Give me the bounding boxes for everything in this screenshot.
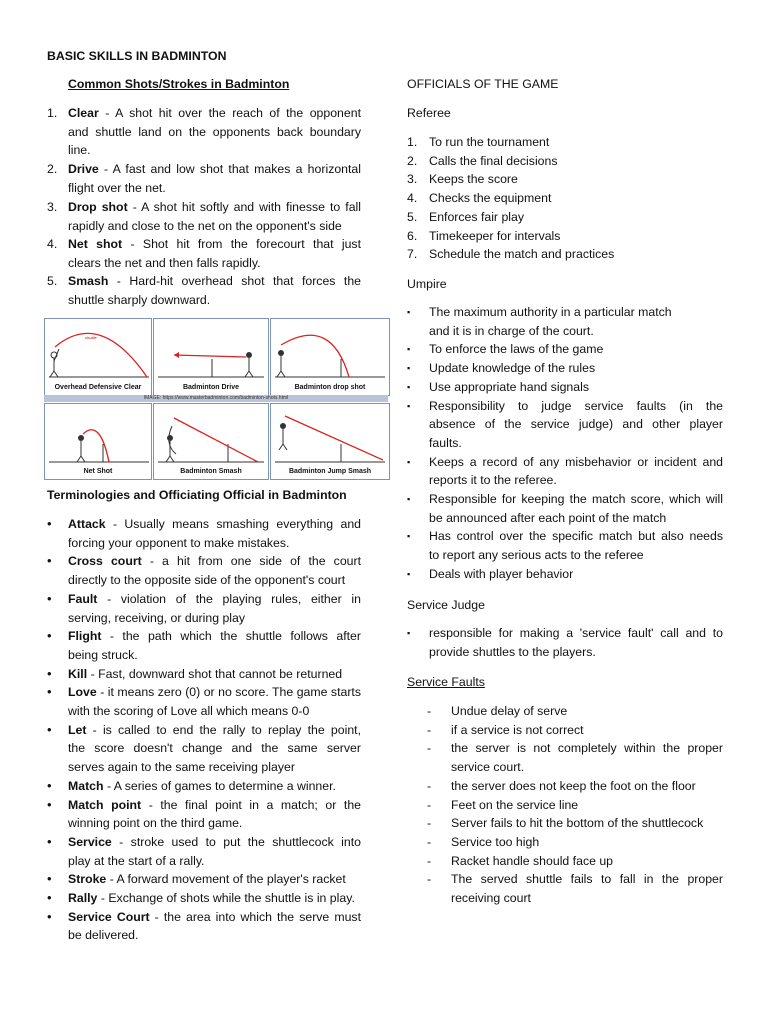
- list-number: 5.: [47, 274, 58, 288]
- umpire-item: [407, 490, 723, 527]
- service-faults-heading: Service Faults: [407, 675, 485, 689]
- term-line: [68, 552, 361, 571]
- term-line: [68, 590, 361, 609]
- officials-heading: OFFICIALS OF THE GAME: [407, 77, 559, 91]
- umpire-item: [407, 340, 723, 359]
- term-line: be delivered.: [68, 928, 139, 943]
- square-bullet-icon: ▪: [407, 628, 411, 638]
- term-name: Rally: [68, 891, 98, 906]
- referee-text: Keeps the score: [429, 172, 518, 187]
- umpire-item: [407, 359, 723, 378]
- panel-drive: [153, 318, 269, 396]
- fault-line: receiving court: [451, 891, 531, 906]
- fault-body: [451, 702, 723, 721]
- term-line: winning point on the third game.: [68, 816, 243, 831]
- list-number: 1.: [47, 106, 58, 120]
- shot-desc-line: - A fast and low shot that makes a horizontal: [104, 162, 362, 176]
- referee-text: Calls the final decisions: [429, 153, 558, 168]
- shot-item-clear: [47, 104, 361, 160]
- shot-term: Net shot: [68, 237, 123, 251]
- service-judge-item: [407, 624, 723, 661]
- panel-label: Badminton Jump Smash: [288, 468, 372, 475]
- bullet-dot-icon: •: [47, 796, 52, 812]
- term-item: [47, 515, 361, 552]
- term-line: [68, 833, 361, 852]
- term-name: Service Court: [68, 909, 150, 924]
- fault-body: [451, 833, 723, 852]
- term-definition: - A series of games to determine a winner.: [106, 778, 336, 793]
- term-definition: - Usually means smashing everything and: [112, 517, 361, 531]
- shot-item-drop-shot: [47, 198, 361, 235]
- term-item: [47, 590, 361, 627]
- shot-desc-line: clears the net and then falls rapidly.: [68, 255, 261, 270]
- term-line: being struck.: [68, 647, 138, 662]
- term-name: Service: [68, 834, 112, 849]
- term-line: the score doesn't change and the same server: [68, 741, 361, 756]
- umpire-item: [407, 565, 723, 584]
- umpire-line: faults.: [429, 435, 462, 450]
- service-faults-list: [427, 702, 723, 908]
- shot-term: Drop shot: [68, 200, 128, 214]
- referee-text: To run the tournament: [429, 135, 550, 149]
- panel-label: Badminton Drive: [182, 384, 239, 391]
- list-number: 1.: [407, 135, 418, 149]
- shot-item-smash: [47, 272, 361, 309]
- term-line: with the scoring of Love all which means 0-0: [68, 704, 310, 719]
- service-judge-line: responsible for making a 'service fault' call and to: [429, 626, 723, 640]
- panel-label: Net Shot: [83, 468, 113, 475]
- term-body: [68, 665, 361, 684]
- square-bullet-icon: ▪: [407, 568, 411, 579]
- term-name: Love: [68, 685, 97, 700]
- term-item: [47, 665, 361, 684]
- term-definition: - Exchange of shots while the shuttle is in play.: [100, 891, 355, 906]
- shot-item-drive: [47, 160, 361, 197]
- umpire-list: [407, 303, 723, 584]
- shot-desc-line: line.: [68, 143, 91, 158]
- term-line: forcing your opponent to make mistakes.: [68, 535, 290, 550]
- square-bullet-icon: ▪: [407, 344, 411, 355]
- bullet-dot-icon: •: [47, 516, 52, 531]
- fault-line: The served shuttle fails to fall in the proper: [451, 872, 723, 887]
- umpire-line: To enforce the laws of the game: [429, 342, 604, 357]
- referee-item: [407, 189, 727, 208]
- referee-item: [407, 152, 727, 171]
- umpire-body: [429, 527, 723, 564]
- shot-desc-line: rapidly and close to the net on the opponent's side: [68, 218, 342, 233]
- umpire-line: be announced after each point of the match: [429, 510, 667, 525]
- term-definition: - is called to end the rally to replay the point,: [92, 722, 362, 737]
- shot-term: Drive: [68, 162, 99, 176]
- list-number: 4.: [407, 191, 418, 206]
- panel-label: Overhead Defensive Clear: [54, 384, 142, 391]
- list-number: 7.: [407, 247, 418, 262]
- panel-overhead-clear: [44, 318, 152, 396]
- term-body: [68, 552, 361, 589]
- term-line: [68, 908, 361, 927]
- referee-text: Checks the equipment: [429, 191, 552, 206]
- term-body: [68, 683, 361, 720]
- bullet-dot-icon: •: [47, 628, 52, 644]
- shots-heading: Common Shots/Strokes in Badminton: [68, 77, 290, 91]
- term-definition: - A forward movement of the player's racket: [109, 872, 346, 887]
- umpire-line: Responsibility to judge service faults (in the: [429, 398, 723, 413]
- fault-item: [427, 833, 723, 852]
- fault-item: [427, 721, 723, 740]
- bullet-dot-icon: •: [47, 590, 52, 606]
- referee-text: Schedule the match and practices: [429, 247, 615, 262]
- fault-item: [427, 777, 723, 796]
- term-line: [68, 870, 361, 889]
- term-definition: - stroke used to put the shuttlecock into: [119, 834, 361, 849]
- panel-drop-shot: [270, 318, 390, 396]
- fault-item: [427, 870, 723, 907]
- term-item: [47, 777, 361, 796]
- service-judge-heading: Service Judge: [407, 598, 485, 612]
- term-line: serves again to the same receiving player: [68, 760, 295, 775]
- term-item: [47, 627, 361, 664]
- umpire-heading: Umpire: [407, 277, 447, 291]
- term-line: [68, 683, 361, 702]
- document-title: BASIC SKILLS IN BADMINTON: [47, 49, 227, 63]
- fault-body: [451, 852, 723, 871]
- term-body: [68, 870, 361, 889]
- umpire-item: [407, 453, 723, 490]
- term-line: [68, 627, 361, 646]
- dash-bullet-icon: -: [427, 816, 432, 831]
- panel-net-shot: [44, 403, 152, 480]
- term-item: [47, 870, 361, 889]
- referee-text: Enforces fair play: [429, 209, 525, 224]
- list-number: 2.: [407, 153, 418, 168]
- umpire-body: [429, 397, 723, 453]
- terms-list: [47, 515, 361, 945]
- panel-smash: [153, 403, 269, 480]
- term-line: [68, 665, 361, 684]
- term-line: serving, receiving, or during play: [68, 610, 246, 625]
- panel-label: Badminton Smash: [180, 468, 242, 475]
- term-body: [68, 833, 361, 870]
- term-name: Match point: [68, 797, 142, 812]
- term-body: [68, 777, 361, 796]
- umpire-item: [407, 527, 723, 564]
- fault-item: [427, 702, 723, 721]
- term-item: [47, 683, 361, 720]
- shot-desc-line: and shuttle land on the opponents back boundary: [68, 124, 361, 139]
- fault-line: service court.: [451, 760, 525, 775]
- shot-desc-line: - A shot hit softly and with finesse to fall: [132, 200, 361, 214]
- term-body: [68, 515, 361, 552]
- square-bullet-icon: ▪: [407, 363, 411, 374]
- fault-line: Service too high: [451, 834, 540, 849]
- bullet-dot-icon: •: [47, 871, 52, 887]
- term-definition: - it means zero (0) or no score. The game starts: [100, 685, 361, 700]
- term-name: Fault: [68, 591, 98, 606]
- umpire-body: [429, 303, 723, 340]
- term-line: [68, 889, 361, 908]
- square-bullet-icon: ▪: [407, 381, 411, 392]
- fault-line: if a service is not correct: [451, 722, 584, 737]
- referee-item: [407, 208, 727, 227]
- term-body: [68, 796, 361, 833]
- umpire-line: Has control over the specific match but also needs: [429, 529, 723, 544]
- fault-item: [427, 852, 723, 871]
- fault-line: the server is not completely within the proper: [451, 741, 723, 756]
- referee-item: [407, 133, 727, 152]
- term-body: [68, 721, 361, 777]
- square-bullet-icon: ▪: [407, 307, 411, 317]
- panel-jump-smash: [270, 403, 390, 480]
- fault-body: [451, 814, 723, 833]
- fault-line: the server does not keep the foot on the floor: [451, 778, 696, 793]
- shot-item-net-shot: [47, 235, 361, 272]
- term-name: Stroke: [68, 872, 107, 887]
- term-item: [47, 908, 361, 945]
- referee-item: [407, 245, 727, 264]
- term-definition: - the final point in a match; or the: [148, 797, 361, 812]
- umpire-line: Responsible for keeping the match score, which will: [429, 492, 723, 507]
- list-number: 3.: [407, 172, 418, 187]
- list-number: 6.: [407, 228, 418, 243]
- dash-bullet-icon: -: [427, 834, 432, 849]
- umpire-line: Use appropriate hand signals: [429, 379, 589, 394]
- bullet-dot-icon: •: [47, 777, 52, 793]
- bullet-dot-icon: •: [47, 553, 52, 569]
- fault-body: [451, 777, 723, 796]
- umpire-line: The maximum authority in a particular match: [429, 305, 672, 319]
- term-line: [68, 777, 361, 796]
- fault-body: [451, 796, 723, 815]
- fault-line: Racket handle should face up: [451, 853, 614, 868]
- term-name: Let: [68, 722, 87, 737]
- term-line: directly to the opposite side of the opponent's court: [68, 573, 346, 588]
- umpire-body: [429, 340, 723, 359]
- dash-bullet-icon: -: [427, 778, 432, 793]
- square-bullet-icon: ▪: [407, 400, 411, 411]
- umpire-item: [407, 303, 723, 340]
- term-definition: - a hit from one side of the court: [149, 554, 362, 569]
- term-name: Cross court: [68, 554, 142, 569]
- term-item: [47, 552, 361, 589]
- referee-item: [407, 227, 727, 246]
- umpire-body: [429, 490, 723, 527]
- term-definition: - Fast, downward shot that cannot be returned: [90, 666, 343, 681]
- list-number: 3.: [47, 200, 58, 214]
- umpire-body: [429, 359, 723, 378]
- referee-heading: Referee: [407, 106, 451, 120]
- fault-item: [427, 739, 723, 776]
- shot-desc-line: shuttle sharply downward.: [68, 292, 211, 307]
- fault-line: Undue delay of serve: [451, 704, 568, 718]
- term-body: [68, 889, 361, 908]
- umpire-line: Update knowledge of the rules: [429, 361, 596, 376]
- dash-bullet-icon: -: [427, 797, 432, 812]
- fault-line: Feet on the service line: [451, 797, 579, 812]
- umpire-body: [429, 378, 723, 397]
- umpire-line: reports it to the referee.: [429, 473, 557, 488]
- shots-illustration: [44, 318, 388, 478]
- shot-term: Clear: [68, 106, 99, 120]
- service-judge-line: provide shuttles to the players.: [429, 644, 596, 659]
- term-name: Kill: [68, 666, 88, 681]
- list-number: 5.: [407, 209, 418, 224]
- term-body: [68, 908, 361, 945]
- umpire-line: absence of the service judge) and other player: [429, 417, 723, 432]
- term-item: [47, 833, 361, 870]
- bullet-dot-icon: •: [47, 890, 52, 906]
- dash-bullet-icon: -: [427, 741, 432, 756]
- umpire-body: [429, 453, 723, 490]
- term-line: [68, 796, 361, 815]
- umpire-item: [407, 397, 723, 453]
- bullet-dot-icon: •: [47, 721, 52, 737]
- panel-label: Badminton drop shot: [294, 384, 366, 391]
- umpire-body: [429, 565, 723, 584]
- dash-bullet-icon: -: [427, 872, 432, 887]
- term-definition: - the area into which the serve must: [154, 909, 361, 924]
- term-name: Match: [68, 778, 104, 793]
- fault-item: [427, 796, 723, 815]
- fault-body: [451, 721, 723, 740]
- dash-bullet-icon: -: [427, 704, 432, 718]
- shuttle-label: shuttle: [85, 335, 97, 340]
- shot-desc-line: - Hard-hit overhead shot that forces the: [116, 274, 361, 288]
- terms-heading: Terminologies and Officiating Official in Badminton: [47, 488, 347, 502]
- bullet-dot-icon: •: [47, 833, 52, 849]
- umpire-item: [407, 378, 723, 397]
- bullet-dot-icon: •: [47, 665, 52, 681]
- term-body: [68, 627, 361, 664]
- fault-body: [451, 739, 723, 776]
- term-item: [47, 796, 361, 833]
- square-bullet-icon: ▪: [407, 494, 411, 505]
- dash-bullet-icon: -: [427, 722, 432, 737]
- fault-line: Server fails to hit the bottom of the shuttlecock: [451, 816, 704, 831]
- referee-text: Timekeeper for intervals: [429, 228, 561, 243]
- shot-desc-line: - Shot hit from the forecourt that just: [130, 237, 362, 251]
- term-line: [68, 515, 361, 534]
- term-name: Flight: [68, 629, 102, 644]
- umpire-line: to report any serious acts to the referee: [429, 548, 644, 563]
- term-definition: - violation of the playing rules, either in: [107, 591, 361, 606]
- referee-item: [407, 170, 727, 189]
- term-definition: - the path which the shuttle follows after: [109, 629, 361, 644]
- dash-bullet-icon: -: [427, 853, 432, 868]
- term-item: [47, 721, 361, 777]
- list-number: 4.: [47, 237, 58, 251]
- term-name: Attack: [68, 517, 106, 531]
- term-line: [68, 721, 361, 740]
- term-item: [47, 889, 361, 908]
- shot-desc-line: flight over the net.: [68, 180, 166, 195]
- fault-body: [451, 870, 723, 907]
- term-line: play at the start of a rally.: [68, 853, 205, 868]
- umpire-line: Deals with player behavior: [429, 566, 574, 581]
- referee-list: [407, 133, 727, 264]
- list-number: 2.: [47, 162, 58, 176]
- bullet-dot-icon: •: [47, 908, 52, 924]
- shot-term: Smash: [68, 274, 109, 288]
- umpire-line: and it is in charge of the court.: [429, 323, 594, 338]
- image-credit: IMAGE: https://www.masterbadminton.com/badminton-shots.html: [44, 395, 388, 402]
- shot-desc-line: - A shot hit over the reach of the opponent: [105, 106, 361, 120]
- square-bullet-icon: ▪: [407, 456, 411, 467]
- umpire-line: Keeps a record of any misbehavior or incident and: [429, 454, 723, 469]
- square-bullet-icon: ▪: [407, 531, 411, 542]
- term-body: [68, 590, 361, 627]
- fault-item: [427, 814, 723, 833]
- bullet-dot-icon: •: [47, 684, 52, 700]
